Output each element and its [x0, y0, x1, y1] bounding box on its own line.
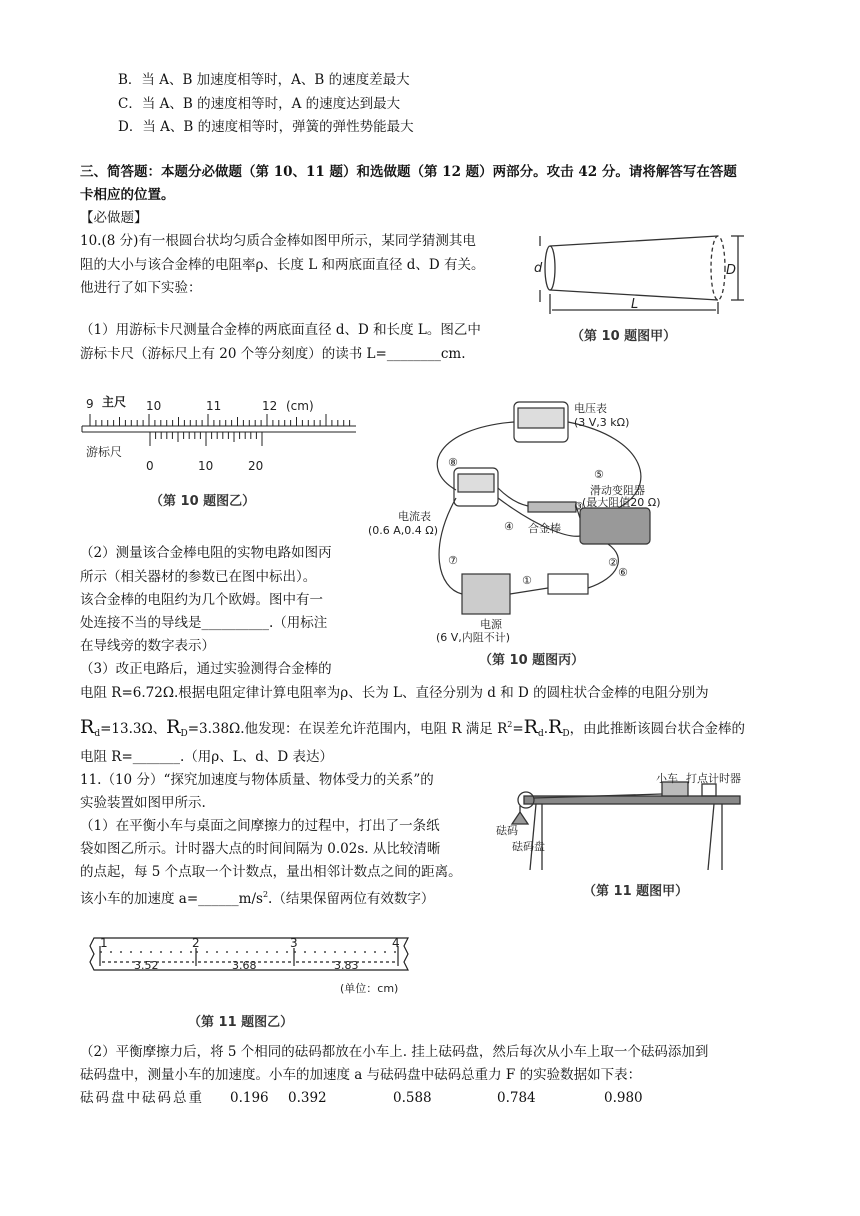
voltmeter-label: 电压表 [574, 402, 607, 415]
timer-label: 打点计时器 [686, 772, 741, 785]
wire-4: ④ [504, 520, 514, 533]
tape-dist-1: 3.52 [134, 959, 159, 972]
q10-part3-line2: 电阻 R=6.72Ω.根据电阻定律计算电阻率为ρ、长为 L、直径分别为 d 和 D 的圆柱状合金棒的电阻分别为 [80, 685, 709, 701]
q11-part2-line1: （2）平衡摩擦力后，将 5 个相同的砝码都放在小车上. 挂上砝码盘，然后每次从小车上取一个砝码添加到 [80, 1044, 709, 1060]
q11-intro-line1: 11.（10 分）“探究加速度与物体质量、物体受力的关系”的 [80, 772, 434, 788]
table-value-5: 0.980 [604, 1090, 643, 1106]
tape-dist-2: 3.68 [232, 959, 257, 972]
option-b: B．当 A、B 加速度相等时，A、B 的速度差最大 [118, 72, 410, 88]
q10-part3-line1: （3）改正电路后，通过实验测得合金棒的 [80, 661, 332, 677]
main-tick-10: 10 [146, 399, 162, 413]
label-d: d [534, 261, 543, 276]
source-label: 电源 [480, 618, 502, 631]
required-label: 【必做题】 [80, 210, 148, 226]
wire-8: ⑧ [448, 456, 458, 469]
fig11a-caption: （第 11 题图甲） [583, 884, 689, 899]
rheostat-spec: (最大阻值20 Ω) [582, 496, 661, 509]
q11-part1-line1: （1）在平衡小车与桌面之间摩擦力的过程中，打出了一条纸 [80, 818, 440, 834]
q10-part2-line2: 所示（相关器材的参数已在图中标出）。 [80, 569, 317, 585]
wire-2: ② [608, 556, 618, 569]
section-heading-line1: 三、简答题：本题分必做题（第 10、11 题）和选做题（第 12 题）两部分。攻击 42 分。请将解答写在答题 [80, 164, 737, 180]
section-heading-line2: 卡相应的位置。 [80, 187, 175, 203]
fig10b-vernier [80, 392, 360, 474]
wire-7: ⑦ [448, 554, 458, 567]
ammeter-spec: (0.6 A,0.4 Ω) [368, 524, 438, 537]
main-tick-12: 12 [262, 399, 278, 413]
vern-tick-10: 10 [198, 459, 214, 473]
q10-part2-line1: （2）测量该合金棒电阻的实物电路如图丙 [80, 545, 332, 561]
table-value-2: 0.392 [288, 1090, 327, 1106]
vernier-label: 游标尺 [86, 445, 123, 459]
rheostat-label: 滑动变阻器 [590, 484, 645, 497]
option-d: D．当 A、B 的速度相等时，弹簧的弹性势能最大 [118, 119, 414, 135]
table-value-3: 0.588 [393, 1090, 432, 1106]
table-value-1: 0.196 [230, 1090, 269, 1106]
table-row-label: 砝码盘中砝码总重 [80, 1090, 204, 1106]
alloy-rod-label: 合金棒 [528, 522, 561, 535]
q10-part1-line2: 游标卡尺（游标尺上有 20 个等分刻度）的读书 L=________cm. [80, 346, 466, 362]
fig10a-cone [528, 232, 758, 322]
q10-intro-line3: 他进行了如下实验： [80, 280, 202, 296]
main-tick-9: 9 [86, 397, 94, 411]
q10-intro-line2: 阻的大小与该合金棒的电阻率ρ、长度 L 和两底面直径 d、D 有关。 [80, 257, 485, 273]
voltmeter-spec: (3 V,3 kΩ) [574, 416, 630, 429]
cart-label: 小车 [656, 772, 678, 785]
option-c: C．当 A、B 的速度相等时，A 的速度达到最大 [118, 96, 401, 112]
q10-part2-line5: 在导线旁的数字表示） [80, 638, 215, 654]
fig11b-caption: （第 11 题图乙） [188, 1015, 294, 1030]
vern-tick-20: 20 [248, 459, 264, 473]
q11-intro-line2: 实验装置如图甲所示. [80, 795, 206, 811]
q11-part2-line2: 砝码盘中，测量小车的加速度。小车的加速度 a 与砝码盘中砝码总重力 F 的实验数据如下表： [80, 1067, 642, 1083]
vern-tick-0: 0 [146, 459, 154, 473]
fig10a-caption: （第 10 题图甲） [571, 329, 677, 344]
q10-part2-line3: 该合金棒的电阻约为几个欧姆。图中有一 [80, 592, 323, 608]
wire-3: ③ [574, 500, 584, 513]
q11-part1-line3: 的点起，每 5 个点取一个计数点，量出相邻计数点之间的距离。 [80, 864, 462, 880]
source-spec: (6 V,内阻不计) [436, 631, 511, 644]
fig10b-caption: （第 10 题图乙） [150, 494, 256, 509]
wire-1: ① [522, 574, 532, 587]
table-value-4: 0.784 [497, 1090, 536, 1106]
fig10c-circuit [368, 398, 668, 644]
main-scale-label: 主尺 [102, 395, 127, 409]
q10-part2-line4: 处连接不当的导线是__________.（用标注 [80, 615, 328, 631]
wire-5: ⑤ [594, 468, 604, 481]
q11-part1-line4: 该小车的加速度 $a=\_\_\_\_\_\_m/s^2$.（结果保留两位有效数字） [80, 890, 435, 907]
tape-point-1: 1 [100, 936, 108, 950]
main-tick-11: 11 [206, 399, 222, 413]
tape-point-4: 4 [392, 936, 400, 950]
q10-intro-line1: 10.(8 分)有一根圆台状均匀质合金棒如图甲所示，某同学猜测其电 [80, 233, 476, 249]
wire-6: ⑥ [618, 566, 628, 579]
q10-part1-line1: （1）用游标卡尺测量合金棒的两底面直径 d、D 和长度 L。图乙中 [80, 322, 481, 338]
tape-point-3: 3 [290, 936, 298, 950]
fig11a-apparatus [496, 772, 746, 876]
q10-part3-line4: 电阻 R=_______.（用ρ、L、d、D 表达） [80, 749, 333, 765]
tape-point-2: 2 [192, 936, 200, 950]
q10-part3-line3: $R_d=13.3\Omega$、$R_D=3.38\Omega$.他发现：在误差允许范围内，电阻 R 满足 $R^2=R_d.R_D$，由此推断该圆台状合金棒的 [80, 716, 746, 739]
fig10c-caption: （第 10 题图丙） [479, 653, 585, 668]
tape-dist-3: 3.83 [334, 959, 359, 972]
pan-label: 砝码盘 [512, 840, 545, 853]
weight-label: 砝码 [496, 824, 518, 837]
ammeter-label: 电流表 [398, 510, 431, 523]
fig11b-tape [86, 934, 416, 1004]
unit-cm: (cm) [286, 399, 314, 413]
q11-part1-line2: 袋如图乙所示。计时器大点的时间间隔为 0.02s. 从比较清晰 [80, 841, 441, 857]
tape-unit: (单位：cm) [340, 982, 399, 995]
label-L: L [631, 297, 639, 312]
label-D: D [726, 263, 737, 278]
